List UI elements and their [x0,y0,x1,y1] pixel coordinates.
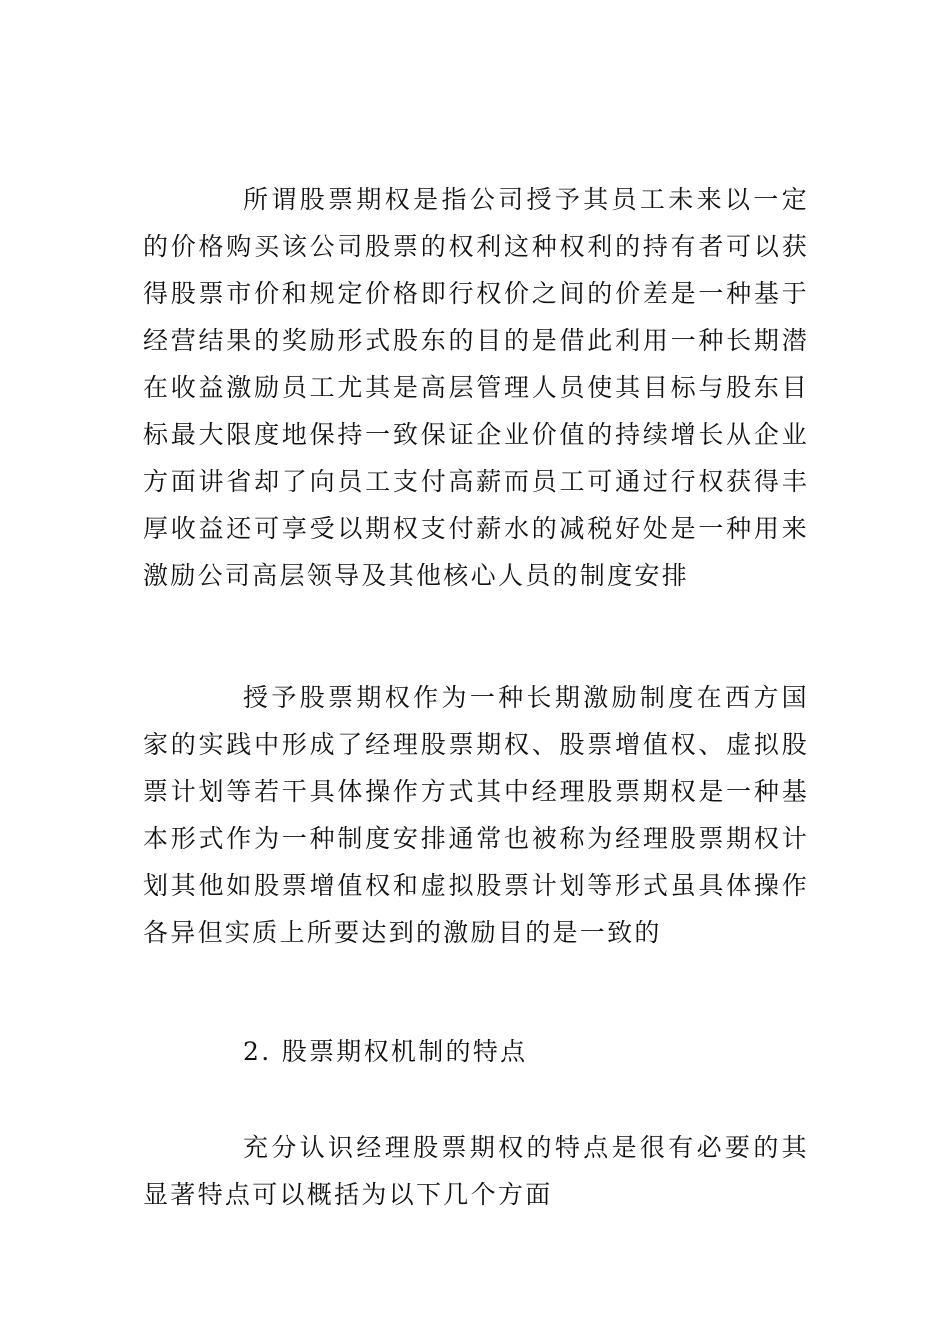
section-heading: 2. 股票期权机制的特点 [243,1037,528,1066]
paragraph-features-intro: 充分认识经理股票期权的特点是很有必要的其显著特点可以概括为以下几个方面 [143,1133,809,1209]
paragraph-stock-option-definition: 所谓股票期权是指公司授予其员工未来以一定的价格购买该公司股票的权利这种权利的持有者可以获得股票市价和规定价格即行权价之间的价差是一种基于经营结果的奖励形式股东的目的是借此利用一种长期潜在收益激励员工尤其是高层管理人员使其目标与股东目标最大限度地保持一致保证企业价值的持续增长从企业方面讲省却了向员工支付高薪而员工可通过行权获得丰厚收益还可享受以期权支付薪水的减税好处是一种用来激励公司高层领导及其他核心人员的制度安排 [143,185,809,590]
paragraph-stock-option-forms: 授予股票期权作为一种长期激励制度在西方国家的实践中形成了经理股票期权、股票增值权、虚拟股票计划等若干具体操作方式其中经理股票期权是一种基本形式作为一种制度安排通常也被称为经理股票期权计划其他如股票增值权和虚拟股票计划等形式虽具体操作各异但实质上所要达到的激励目的是一致的 [143,683,809,947]
